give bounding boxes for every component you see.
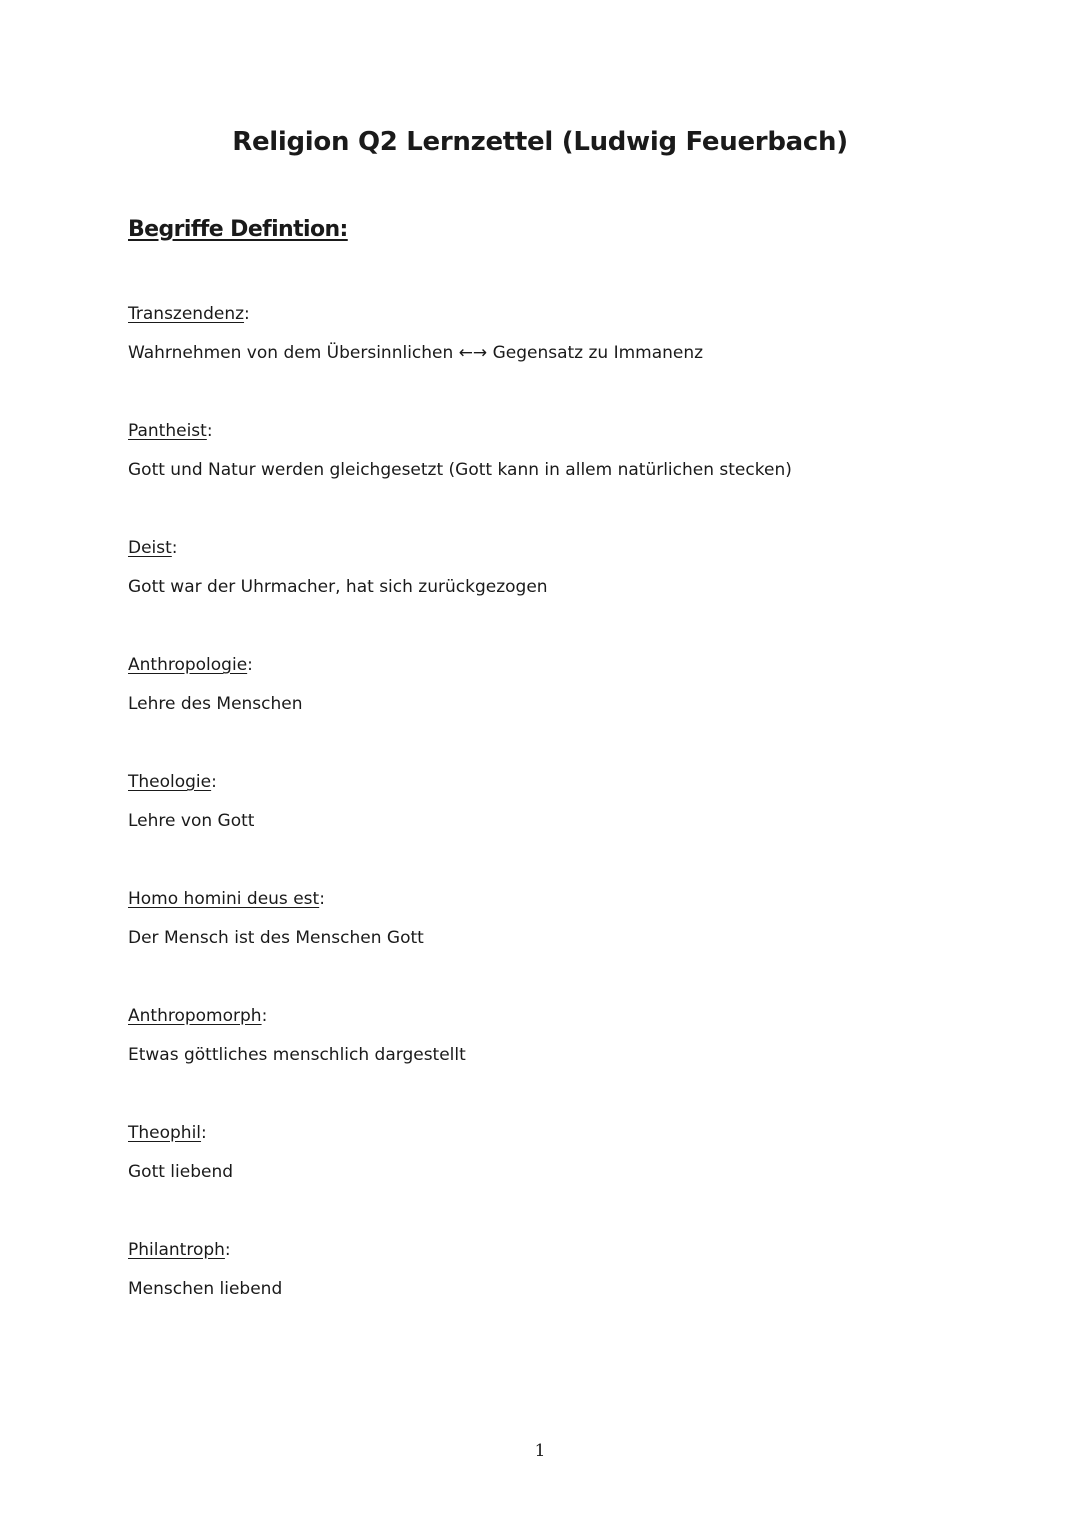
term-definition: Gott und Natur werden gleichgesetzt (Gott kann in allem natürlichen stecken) (128, 460, 792, 480)
term-definition: Lehre von Gott (128, 811, 255, 831)
term-definition: Etwas göttliches menschlich dargestellt (128, 1045, 466, 1065)
page-title: Religion Q2 Lernzettel (Ludwig Feuerbach) (232, 127, 848, 157)
term-definition: Der Mensch ist des Menschen Gott (128, 928, 424, 948)
term-label: Pantheist (128, 421, 207, 441)
term-colon: : (261, 1006, 268, 1026)
term-label: Anthropologie (128, 655, 248, 675)
term-entry (128, 302, 948, 419)
term-colon: : (211, 772, 217, 792)
term-entry (128, 1121, 948, 1238)
section-heading: Begriffe Defintion: (128, 217, 348, 242)
term-definition: Gott war der Uhrmacher, hat sich zurückgezogen (128, 577, 548, 597)
term-name (128, 302, 948, 326)
term-colon: : (206, 421, 213, 441)
term-entry (128, 770, 948, 887)
term-colon: : (171, 538, 178, 558)
term-entry (128, 653, 948, 770)
term-name (128, 887, 948, 911)
term-label: Philantroph (128, 1240, 225, 1260)
term-label: Theophil (128, 1123, 202, 1143)
term-name (128, 1121, 948, 1145)
term-name (128, 1004, 948, 1028)
term-label: Anthropomorph (128, 1006, 262, 1026)
term-colon: : (201, 1123, 207, 1143)
term-label: Transzendenz (128, 304, 245, 324)
term-definition: Menschen liebend (128, 1279, 283, 1299)
term-label: Homo homini deus est (128, 889, 320, 909)
term-name (128, 770, 948, 794)
term-entry (128, 1004, 948, 1121)
term-name (128, 419, 948, 443)
term-colon: : (319, 889, 325, 909)
term-entry (128, 419, 948, 536)
term-name (128, 1238, 948, 1262)
term-definition: Gott liebend (128, 1162, 234, 1182)
term-entry (128, 887, 948, 1004)
term-list (128, 302, 948, 1355)
term-entry (128, 536, 948, 653)
term-colon: : (247, 655, 253, 675)
term-colon: : (224, 1240, 231, 1260)
term-entry (128, 1238, 948, 1355)
term-colon: : (244, 304, 250, 324)
term-label: Theologie (128, 772, 212, 792)
term-definition: Lehre des Menschen (128, 694, 303, 714)
term-name (128, 536, 948, 560)
term-name (128, 653, 948, 677)
page-number: 1 (534, 1441, 546, 1461)
term-label: Deist (128, 538, 172, 558)
term-definition: Wahrnehmen von dem Übersinnlichen ←→ Gegensatz zu Immanenz (128, 343, 704, 363)
